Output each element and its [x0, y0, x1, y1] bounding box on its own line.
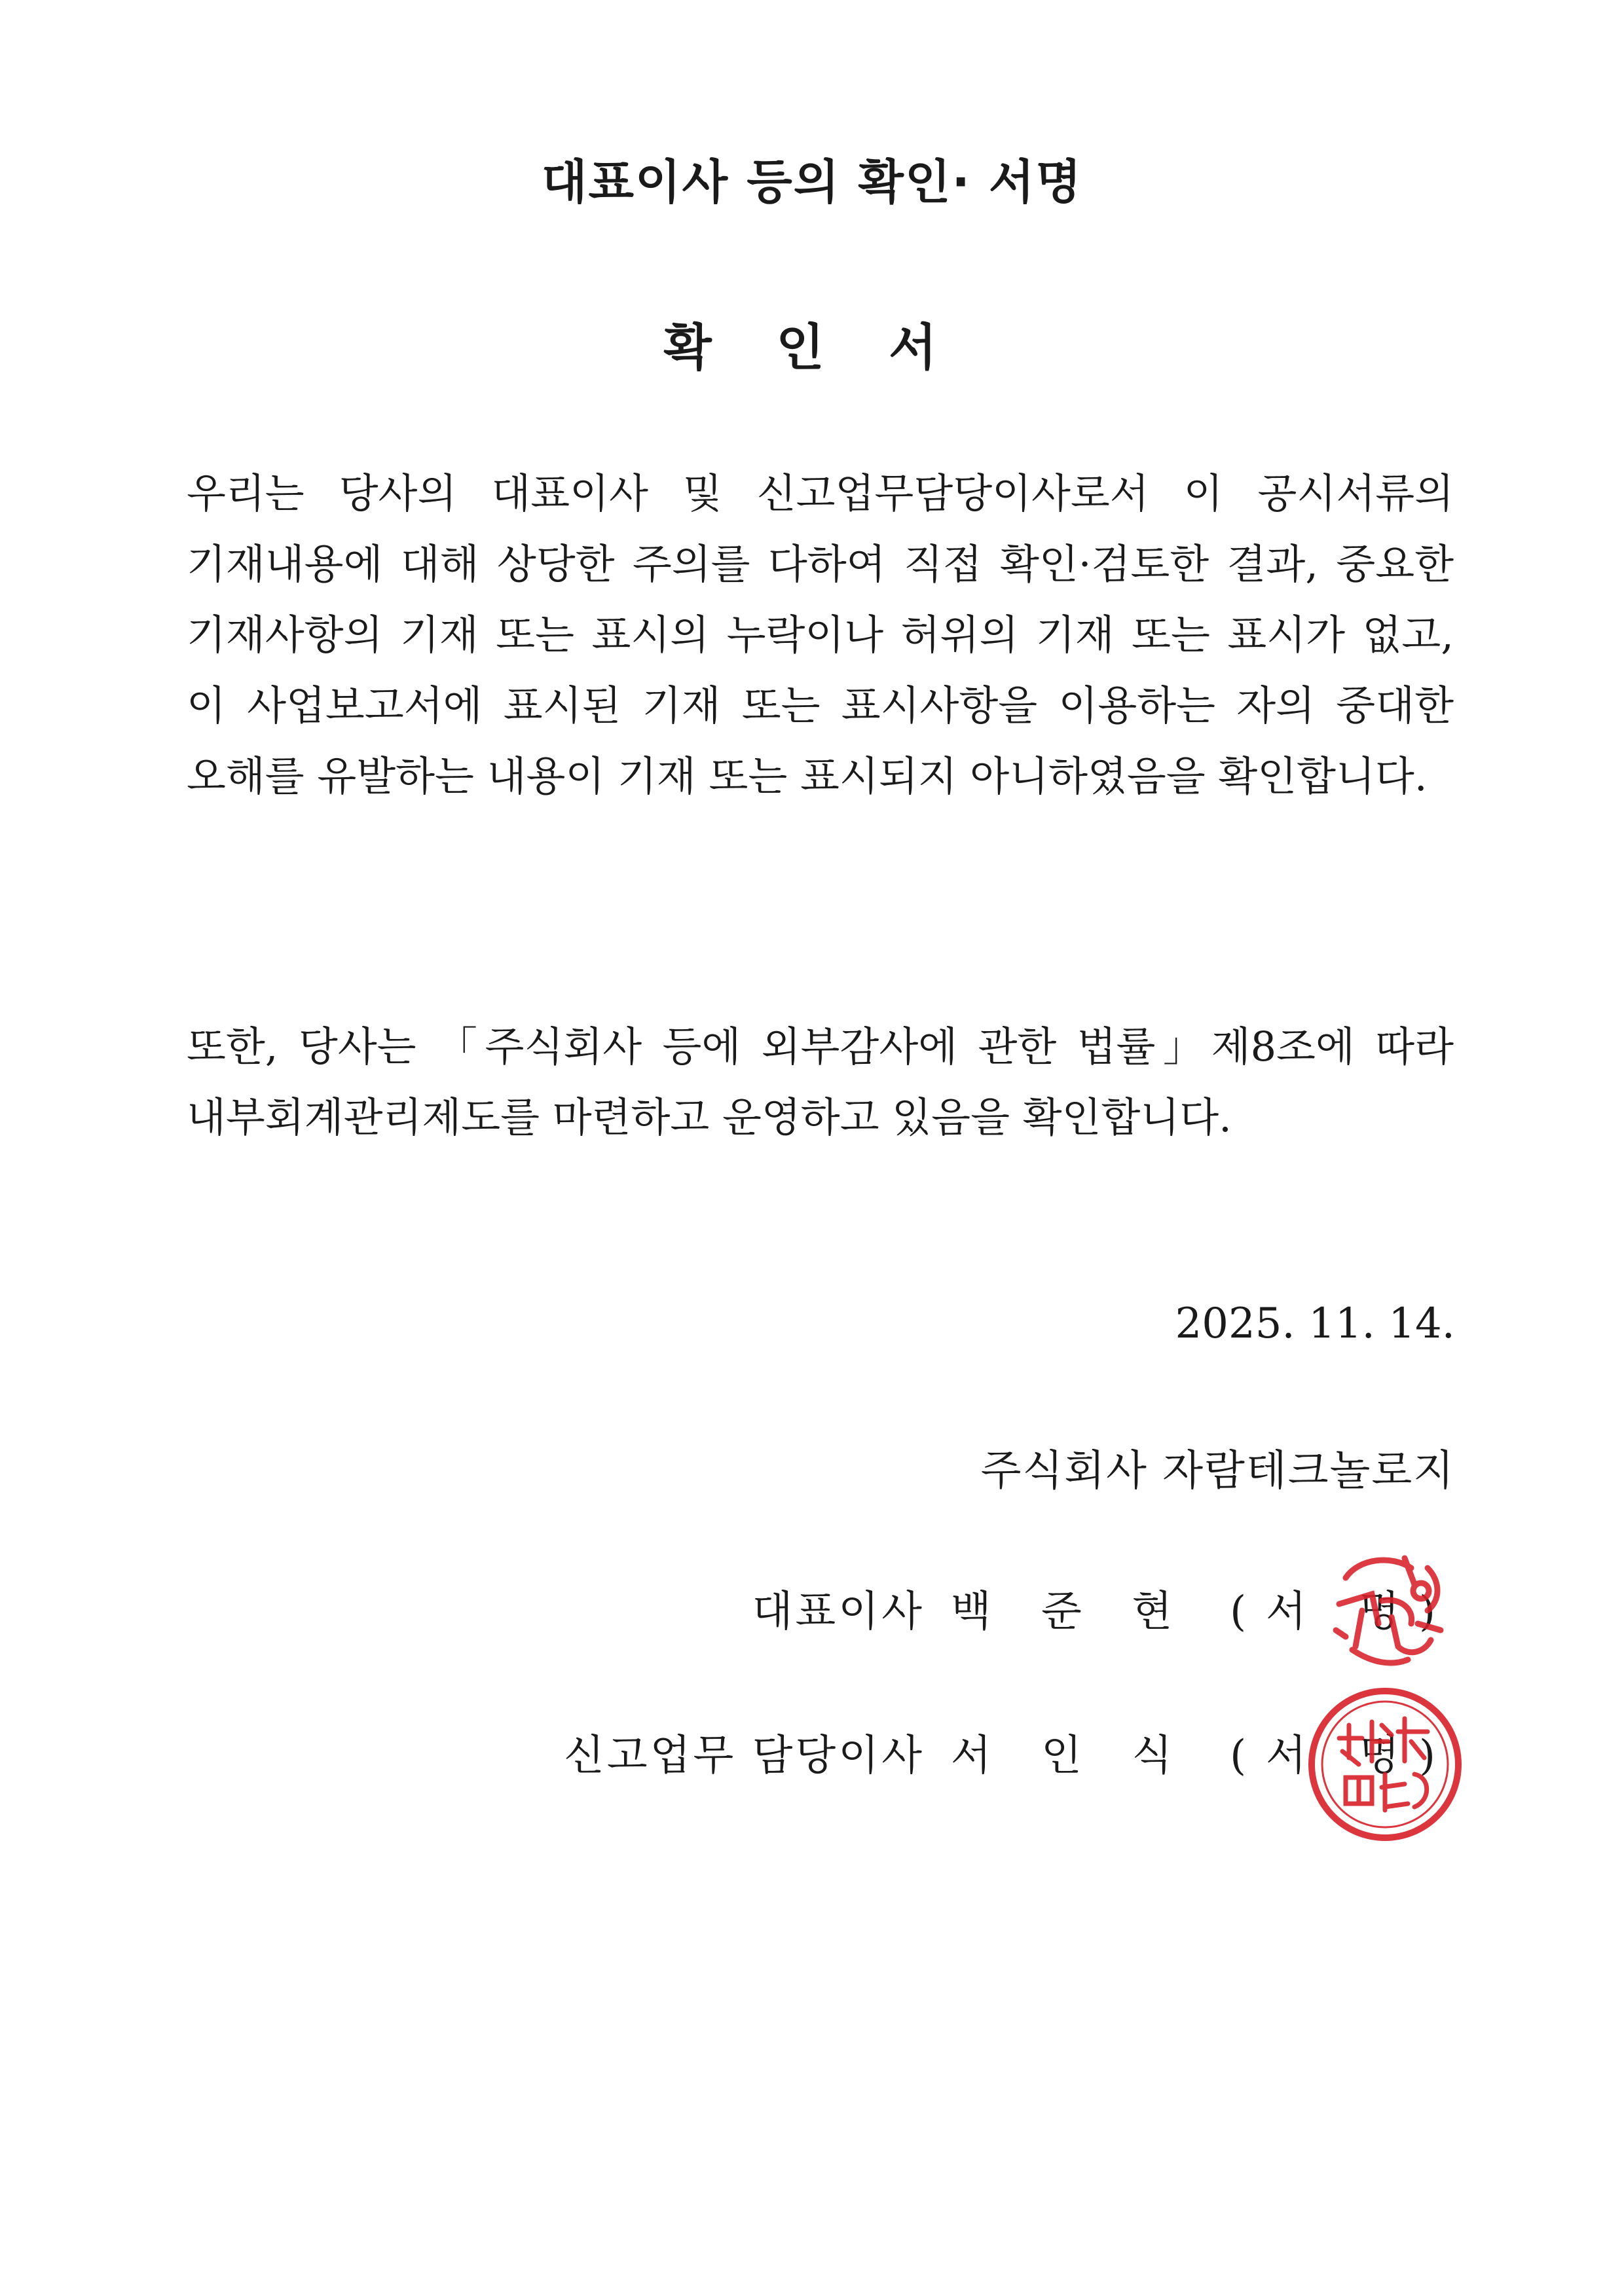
internal-control-paragraph: 또한, 당사는 「주식회사 등에 외부감사에 관한 법률」제8조에 따라 내부회계관리제도를 마련하고 운영하고 있음을 확인합니다. — [187, 1023, 1454, 1141]
signature-line-disclosure-officer — [564, 1722, 1455, 1782]
signatory-title: 신고업무 담당이사 — [563, 1732, 925, 1780]
document-date: 2025. 11. 14. — [1175, 1300, 1455, 1348]
signature-line-ceo — [752, 1578, 1455, 1638]
company-name: 주식회사 자람테크놀로지 — [980, 1447, 1455, 1495]
signatory-name: 백 준 현 — [950, 1588, 1191, 1636]
document-subtitle: 확 인 서 — [663, 318, 961, 376]
signature-placeholder: (서 명) — [1230, 1588, 1455, 1636]
signature-placeholder: (서 명) — [1230, 1732, 1455, 1780]
confirmation-paragraph: 우리는 당사의 대표이사 및 신고업무담당이사로서 이 공시서류의 기재내용에 대해 상당한 주의를 다하여 직접 확인·검토한 결과, 중요한 기재사항의 기재 또는 표시의 누락이나 허위의 기재 또는 표시가 없고, 이 사업보고서에 표시된 기재 또는 표시사항을 이용하는 자의 중대한 오해를 유발하는 내용이 기재 또는 표시되지 아니하였음을 확인합니다. — [187, 469, 1454, 800]
signatory-name: 서 인 식 — [950, 1732, 1191, 1780]
signatory-title: 대표이사 — [752, 1588, 925, 1636]
document-title: 대표이사 등의 확인· 서명 — [541, 155, 1083, 210]
